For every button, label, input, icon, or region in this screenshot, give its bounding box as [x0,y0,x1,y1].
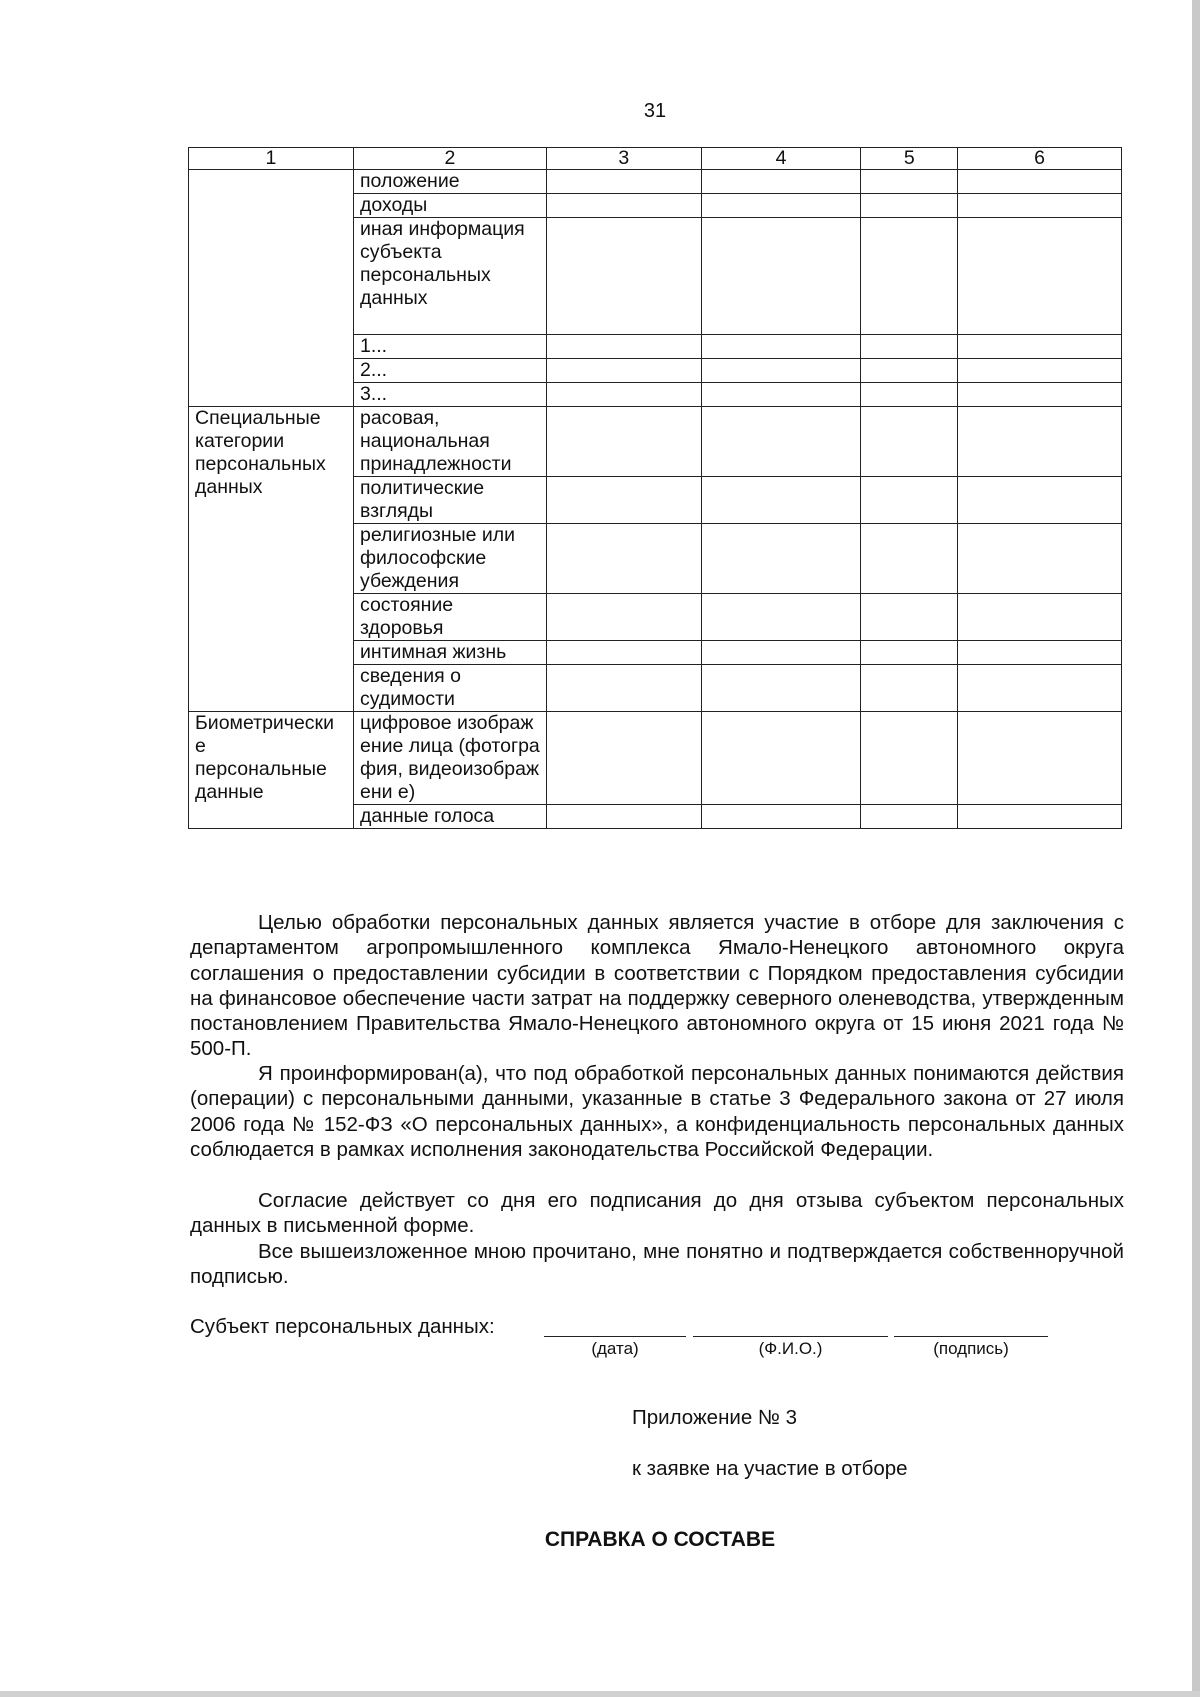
data-type-cell: состояние здоровья [353,594,546,641]
name-caption: (Ф.И.О.) [758,1339,823,1358]
paragraph-confirmation [190,1239,1124,1290]
category-cell: Специальные категории персональных данных [189,407,354,712]
data-type-cell: положение [353,170,546,194]
signature-label: Субъект персональных данных: [190,1315,495,1338]
appendix-title: Приложение № 3 [632,1406,798,1429]
column-header: 3 [546,148,701,170]
data-type-cell: сведения о судимости [353,665,546,712]
page-edge [1192,0,1200,1697]
paragraph-text: Все вышеизложенное мною прочитано, мне понятно и подтверждается собственноручной подписью. [190,1240,1124,1289]
document-title: СПРАВКА О СОСТАВЕ [544,1528,776,1551]
data-type-cell: политические взгляды [353,477,546,524]
table-row [189,170,1122,194]
paragraph-consent-term [190,1188,1124,1239]
column-header: 6 [958,148,1122,170]
data-type-cell: иная информация субъекта персональных данных [353,218,546,335]
category-line: персональные [195,758,327,780]
data-type-cell: данные голоса [353,805,546,829]
table-row [189,407,1122,477]
paragraph-purpose [190,910,1124,1062]
table-row [189,712,1122,805]
personal-data-table [188,147,1122,829]
data-type-cell: доходы [353,194,546,218]
column-header: 2 [353,148,546,170]
data-type-cell: расовая, национальная принадлежности [353,407,546,477]
paragraph-text: Согласие действует со дня его подписания до дня отзыва субъектом персональных данных в письменной форме. [190,1189,1124,1238]
category-line: данные [195,781,264,803]
column-header: 1 [189,148,354,170]
paragraph-processing [190,1061,1124,1162]
appendix-subtitle: к заявке на участие в отборе [632,1457,908,1480]
name-line [693,1336,888,1337]
data-type-cell: 3... [353,383,546,407]
data-type-cell: цифровое изображение лица (фотография, видеоизображени е) [353,712,546,805]
signature-caption: (подпись) [933,1339,1009,1358]
data-type-cell: религиозные или философские убеждения [353,524,546,594]
signature-line [894,1336,1048,1337]
table-header-row [189,148,1122,170]
page-edge-bottom [0,1691,1200,1697]
category-line: е [195,735,206,757]
category-cell-empty [189,170,354,407]
date-caption: (дата) [591,1339,639,1358]
data-type-cell: 2... [353,359,546,383]
column-header: 4 [701,148,861,170]
category-cell [189,712,354,829]
page-number: 31 [643,100,667,122]
date-line [544,1336,686,1337]
data-type-cell: интимная жизнь [353,641,546,665]
paragraph-text: Целью обработки персональных данных является участие в отборе для заключения с департаментом агропромышленного комплекса Ямало-Ненецкого автономного округа соглашения о предоставлении субсидии в соответствии с Порядком предоставления субсидии на финансовое обеспечение части затрат на поддержку северного оленеводства, утвержденным постановлением Правительства Ямало-Ненецкого автономного округа от 15 июня 2021 года № 500-П. [190,911,1124,1061]
category-line: Биометрически [195,712,334,734]
paragraph-text: Я проинформирован(а), что под обработкой персональных данных понимаются действия (операции) с персональными данными, указанные в статье 3 Федерального закона от 27 июля 2006 года № 152-ФЗ «О персональных данных», а конфиденциальность персональных данных соблюдается в рамках исполнения законодательства Российской Федерации. [190,1062,1124,1161]
column-header: 5 [861,148,958,170]
data-type-cell: 1... [353,335,546,359]
